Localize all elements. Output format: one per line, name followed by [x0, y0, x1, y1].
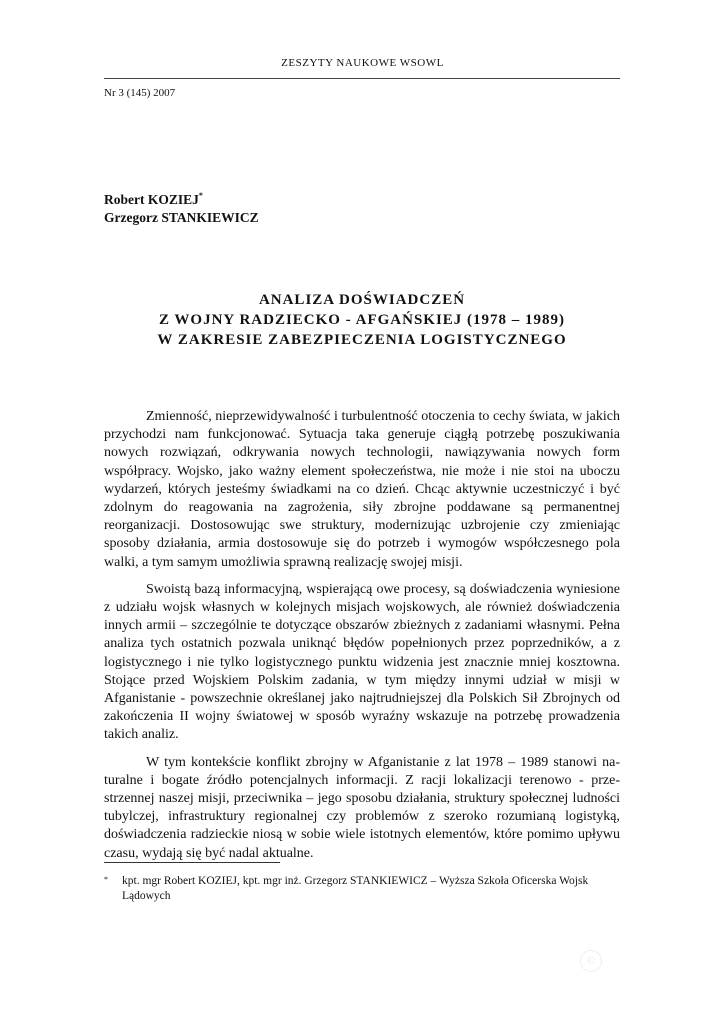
footnote: [104, 874, 624, 904]
author-footnote-mark: *: [198, 191, 203, 200]
body-text: [104, 408, 620, 872]
author-first-name: Robert KOZIEJ: [104, 192, 199, 207]
authors-block: [104, 191, 259, 227]
issue-number: Nr 3 (145) 2007: [104, 87, 176, 99]
paragraph-2: Swoistą bazą informacyjną, wspierającą owe procesy, są doświadczenia wyniesione z udziału wojsk własnych w kolejnych misjach wojskowych, ale również doświadczenia innych armii – szczególnie te dotyczące obszarów zbieżnych z zadaniami własnymi. Pełna analiza tych ostatnich pozwala uniknąć błędów popełnionych przez poprzedników, a z logistycznego i nie tylko logistycznego punktu widzenia jest znacznie mniej kosztowna. Stojące przed Wojskiem Polskim zadania, w tym między innymi udział w misji w Afganistanie - powszechnie określanej jako najtrudniejszej dla Polskich Sił Zbrojnych od zakończenia II wojny światowej w sposób wyraźny wskazuje na potrzebę prowadzenia takich analiz.: [104, 581, 620, 743]
title-line-1: ANALIZA DOŚWIADCZEŃ: [258, 292, 466, 308]
paper-title: [104, 290, 620, 350]
journal-header: ZESZYTY NAUKOWE WSOWL: [281, 57, 444, 69]
watermark-logo-icon: ©: [580, 950, 602, 972]
title-line-3: W ZAKRESIE ZABEZPIECZENIA LOGISTYCZNEGO: [157, 332, 567, 348]
title-line-2: Z WOJNY RADZIECKO - AFGAŃSKIEJ (1978 – 1989): [158, 312, 566, 328]
header-rule: [104, 78, 620, 79]
author-second: Grzegorz STANKIEWICZ: [104, 210, 259, 225]
footnote-rule: [104, 862, 280, 863]
paragraph-3: W tym kontekście konflikt zbrojny w Afganistanie z lat 1978 – 1989 stanowi naturalne i bogate źródło potencjalnych informacji. Z racji lokalizacji terenowo - przestrzennej naszej misji, przeciwnika – jego sposobu działania, struktury społecznej ludności tubylczej, infrastruktury regionalnej czy problemów z szeroko rozumianą logistyką, doświadczenia radzieckie niosą w sobie wiele istotnych elementów, które pomimo upływu czasu, wydają się być nadal aktualne.: [104, 754, 620, 861]
footnote-mark: *: [104, 875, 108, 884]
author-first: [104, 191, 259, 209]
paragraph-1: Zmienność, nieprzewidywalność i turbulentność otoczenia to cechy świata, w jakich przychodzi nam funkcjonować. Sytuacja taka generuje ciągłą potrzebę poszukiwania nowych rozwiązań, odkrywania nowych technologii, nawiązywania nowych form współpracy. Wojsko, jako ważny element społeczeństwa, nie może i nie stoi na uboczu wydarzeń, których jesteśmy świadkami na co dzień. Chcąc aktywnie uczestniczyć i być zdolnym do reagowania na zagrożenia, siły zbrojne poddawane są permanentnej reorganizacji. Dostosowując swe struktury, modernizując uzbrojenie czy zmieniając sposoby działania, armia dostosowuje się do potrzeb i wymogów współczesnego pola walki, a tym samym umożliwia sprawną realizację swojej misji.: [104, 409, 620, 570]
footnote-text: kpt. mgr Robert KOZIEJ, kpt. mgr inż. Grzegorz STANKIEWICZ – Wyższa Szkoła Oficerska Wojsk Lądowych: [122, 875, 589, 902]
